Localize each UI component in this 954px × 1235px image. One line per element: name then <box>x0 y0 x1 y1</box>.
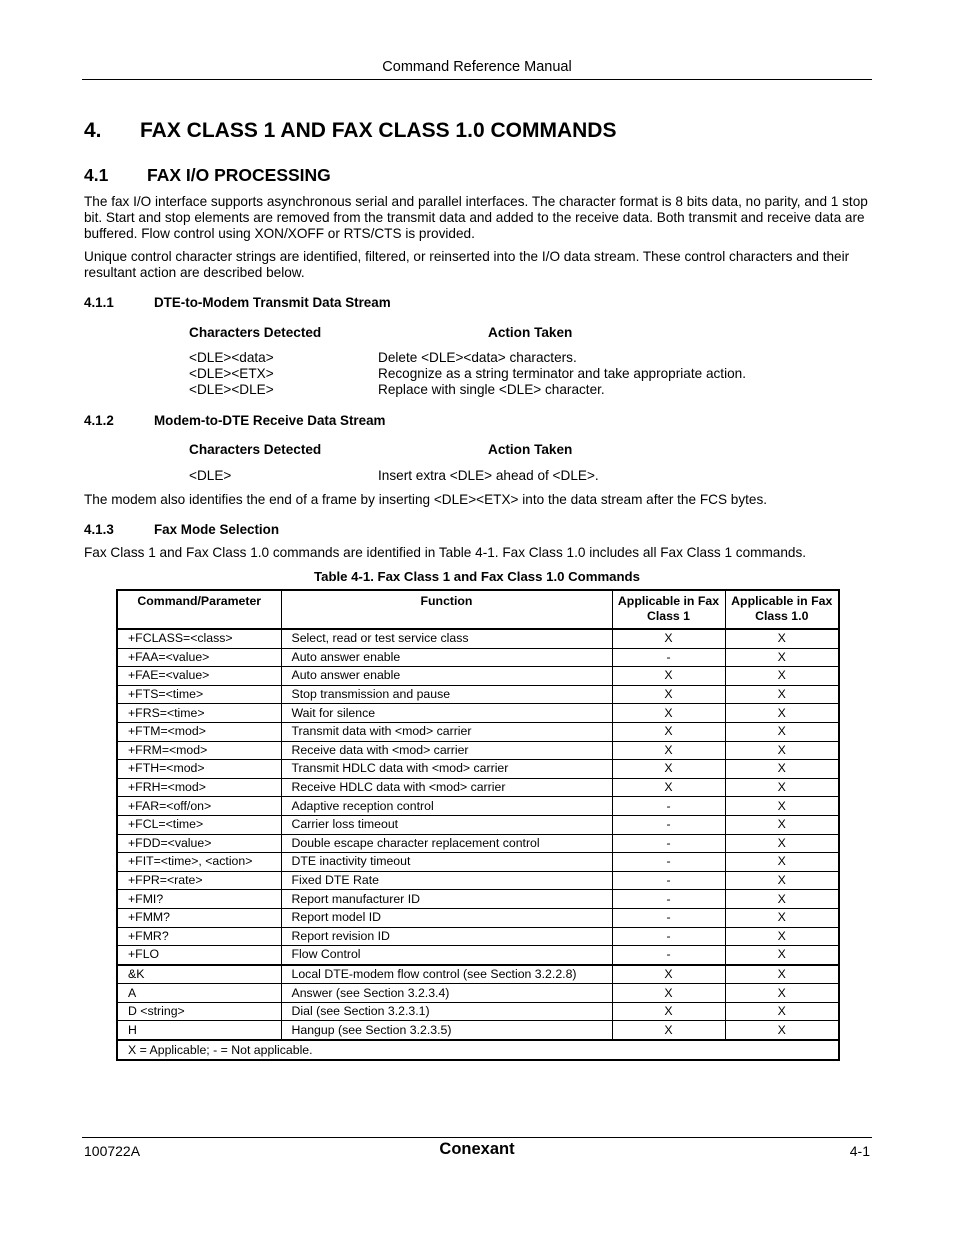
chars-cell: <DLE> <box>189 468 232 483</box>
command-cell: +FTS=<time> <box>117 685 281 704</box>
function-cell: Carrier loss timeout <box>281 815 612 834</box>
table-row <box>117 908 839 927</box>
class10-cell: X <box>725 1021 839 1040</box>
class10-cell: X <box>725 648 839 667</box>
table-row <box>117 890 839 909</box>
table-row <box>117 1002 839 1021</box>
function-cell: Fixed DTE Rate <box>281 871 612 890</box>
table-row <box>117 685 839 704</box>
command-cell: H <box>117 1021 281 1040</box>
subsection-title: Fax Mode Selection <box>154 522 280 537</box>
function-cell: Auto answer enable <box>281 667 612 686</box>
subsection-heading-4-1-2 <box>84 413 385 428</box>
footer-rule <box>82 1137 872 1138</box>
chars-cell: <DLE><DLE> <box>189 382 274 397</box>
table-caption: Table 4-1. Fax Class 1 and Fax Class 1.0 Commands <box>314 569 640 584</box>
function-cell: Transmit data with <mod> carrier <box>281 722 612 741</box>
class1-cell: X <box>612 1021 725 1040</box>
class10-cell: X <box>725 853 839 872</box>
command-cell: +FTM=<mod> <box>117 722 281 741</box>
table-row <box>117 778 839 797</box>
section-number: 4.1 <box>84 165 109 185</box>
table-note-row <box>117 1040 839 1060</box>
subsection-title: DTE-to-Modem Transmit Data Stream <box>154 295 391 310</box>
class10-cell: X <box>725 722 839 741</box>
class1-cell: - <box>612 797 725 816</box>
command-cell: +FRS=<time> <box>117 704 281 723</box>
frame-end-paragraph: The modem also identifies the end of a frame by inserting <DLE><ETX> into the data stream after the FCS bytes. <box>84 492 768 507</box>
class10-cell: X <box>725 704 839 723</box>
header-rule <box>82 79 872 80</box>
function-cell: DTE inactivity timeout <box>281 853 612 872</box>
function-cell: Receive HDLC data with <mod> carrier <box>281 778 612 797</box>
function-cell: Receive data with <mod> carrier <box>281 741 612 760</box>
command-cell: +FRM=<mod> <box>117 741 281 760</box>
function-cell: Report manufacturer ID <box>281 890 612 909</box>
class1-cell: - <box>612 648 725 667</box>
class10-cell: X <box>725 946 839 965</box>
action-taken-header: Action Taken <box>488 442 573 457</box>
class1-cell: - <box>612 908 725 927</box>
command-cell: +FAE=<value> <box>117 667 281 686</box>
subsection-heading-4-1-1 <box>84 295 391 310</box>
action-cell: Delete <DLE><data> characters. <box>378 350 577 365</box>
class1-cell: X <box>612 1002 725 1021</box>
function-cell: Double escape character replacement control <box>281 834 612 853</box>
chapter-number: 4. <box>84 119 102 142</box>
class1-cell: X <box>612 685 725 704</box>
action-cell: Recognize as a string terminator and take appropriate action. <box>378 366 746 381</box>
table-row <box>117 927 839 946</box>
class1-cell: - <box>612 890 725 909</box>
class1-cell: - <box>612 834 725 853</box>
table-row <box>117 853 839 872</box>
command-cell: +FAA=<value> <box>117 648 281 667</box>
class10-cell: X <box>725 797 839 816</box>
function-cell: Auto answer enable <box>281 648 612 667</box>
class1-cell: X <box>612 984 725 1003</box>
function-cell: Stop transmission and pause <box>281 685 612 704</box>
class10-cell: X <box>725 984 839 1003</box>
chapter-title: FAX CLASS 1 AND FAX CLASS 1.0 COMMANDS <box>140 119 617 142</box>
command-cell: +FIT=<time>, <action> <box>117 853 281 872</box>
commands-table <box>116 589 840 1061</box>
command-cell: D <string> <box>117 1002 281 1021</box>
command-cell: &K <box>117 965 281 984</box>
function-cell: Adaptive reception control <box>281 797 612 816</box>
table-row <box>117 741 839 760</box>
class1-cell: X <box>612 667 725 686</box>
table-row <box>117 984 839 1003</box>
chapter-heading <box>84 119 616 143</box>
table-note: X = Applicable; - = Not applicable. <box>117 1040 839 1060</box>
command-cell: +FCL=<time> <box>117 815 281 834</box>
subsection-heading-4-1-3 <box>84 522 279 537</box>
command-cell: +FCLASS=<class> <box>117 629 281 648</box>
class1-cell: X <box>612 722 725 741</box>
function-cell: Wait for silence <box>281 704 612 723</box>
class10-cell: X <box>725 908 839 927</box>
section-heading <box>84 165 331 186</box>
command-cell: +FLO <box>117 946 281 965</box>
table-body <box>117 629 839 1060</box>
subsection-title: Modem-to-DTE Receive Data Stream <box>154 413 386 428</box>
class10-cell: X <box>725 629 839 648</box>
table-row <box>117 722 839 741</box>
class10-cell: X <box>725 760 839 779</box>
column-header: Applicable in Fax Class 1.0 <box>725 590 839 629</box>
table-header-row <box>117 590 839 629</box>
class10-cell: X <box>725 778 839 797</box>
class1-cell: X <box>612 741 725 760</box>
table-row <box>117 871 839 890</box>
table-row <box>117 946 839 965</box>
function-cell: Local DTE-modem flow control (see Section 3.2.2.8) <box>281 965 612 984</box>
class1-cell: X <box>612 965 725 984</box>
column-header: Function <box>281 590 612 629</box>
table-row <box>117 704 839 723</box>
function-cell: Hangup (see Section 3.2.3.5) <box>281 1021 612 1040</box>
class1-cell: X <box>612 629 725 648</box>
subsection-number: 4.1.2 <box>84 413 114 428</box>
table-row <box>117 1021 839 1040</box>
column-header: Applicable in Fax Class 1 <box>612 590 725 629</box>
subsection-number: 4.1.3 <box>84 522 114 537</box>
column-header: Command/Parameter <box>117 590 281 629</box>
table-row <box>117 760 839 779</box>
class10-cell: X <box>725 834 839 853</box>
function-cell: Dial (see Section 3.2.3.1) <box>281 1002 612 1021</box>
class10-cell: X <box>725 890 839 909</box>
table-row <box>117 629 839 648</box>
function-cell: Report model ID <box>281 908 612 927</box>
class10-cell: X <box>725 871 839 890</box>
class10-cell: X <box>725 965 839 984</box>
class1-cell: - <box>612 946 725 965</box>
class1-cell: X <box>612 704 725 723</box>
function-cell: Answer (see Section 3.2.3.4) <box>281 984 612 1003</box>
class1-cell: - <box>612 815 725 834</box>
company-name: Conexant <box>439 1140 515 1158</box>
function-cell: Transmit HDLC data with <mod> carrier <box>281 760 612 779</box>
class10-cell: X <box>725 1002 839 1021</box>
command-cell: +FDD=<value> <box>117 834 281 853</box>
command-cell: +FTH=<mod> <box>117 760 281 779</box>
class1-cell: X <box>612 760 725 779</box>
command-cell: +FMI? <box>117 890 281 909</box>
chars-cell: <DLE><ETX> <box>189 366 274 381</box>
class1-cell: - <box>612 853 725 872</box>
class1-cell: - <box>612 871 725 890</box>
fax-mode-paragraph: Fax Class 1 and Fax Class 1.0 commands are identified in Table 4-1. Fax Class 1.0 includes all Fax Class 1 commands. <box>84 545 807 560</box>
class10-cell: X <box>725 927 839 946</box>
table-row <box>117 797 839 816</box>
page-number: 4-1 <box>849 1143 870 1159</box>
command-cell: +FRH=<mod> <box>117 778 281 797</box>
action-cell: Replace with single <DLE> character. <box>378 382 605 397</box>
table-row <box>117 815 839 834</box>
function-cell: Flow Control <box>281 946 612 965</box>
function-cell: Select, read or test service class <box>281 629 612 648</box>
command-cell: +FAR=<off/on> <box>117 797 281 816</box>
command-cell: +FPR=<rate> <box>117 871 281 890</box>
section-title: FAX I/O PROCESSING <box>147 165 331 185</box>
command-cell: +FMR? <box>117 927 281 946</box>
action-taken-header: Action Taken <box>488 325 573 340</box>
class1-cell: - <box>612 927 725 946</box>
action-cell: Insert extra <DLE> ahead of <DLE>. <box>378 468 599 483</box>
class10-cell: X <box>725 667 839 686</box>
subsection-number: 4.1.1 <box>84 295 114 310</box>
table-row <box>117 834 839 853</box>
table-row <box>117 965 839 984</box>
function-cell: Report revision ID <box>281 927 612 946</box>
characters-detected-header: Characters Detected <box>189 442 322 457</box>
control-chars-paragraph: Unique control character strings are identified, filtered, or reinserted into the I/O data stream. These control characters and their resultant action are described below. <box>84 249 850 280</box>
table-row <box>117 648 839 667</box>
class1-cell: X <box>612 778 725 797</box>
command-cell: A <box>117 984 281 1003</box>
class10-cell: X <box>725 741 839 760</box>
running-header: Command Reference Manual <box>382 59 572 75</box>
class10-cell: X <box>725 815 839 834</box>
class10-cell: X <box>725 685 839 704</box>
document-number: 100722A <box>84 1143 141 1159</box>
characters-detected-header: Characters Detected <box>189 325 322 340</box>
command-cell: +FMM? <box>117 908 281 927</box>
chars-cell: <DLE><data> <box>189 350 274 365</box>
intro-paragraph: The fax I/O interface supports asynchronous serial and parallel interfaces. The character format is 8 bits data, no parity, and 1 stop bit. Start and stop elements are removed from the transmit data and added to the receive data. Both transmit and receive data are buffered. Flow control using XON/XOFF or RTS/CTS is provided. <box>84 194 868 241</box>
table-row <box>117 667 839 686</box>
